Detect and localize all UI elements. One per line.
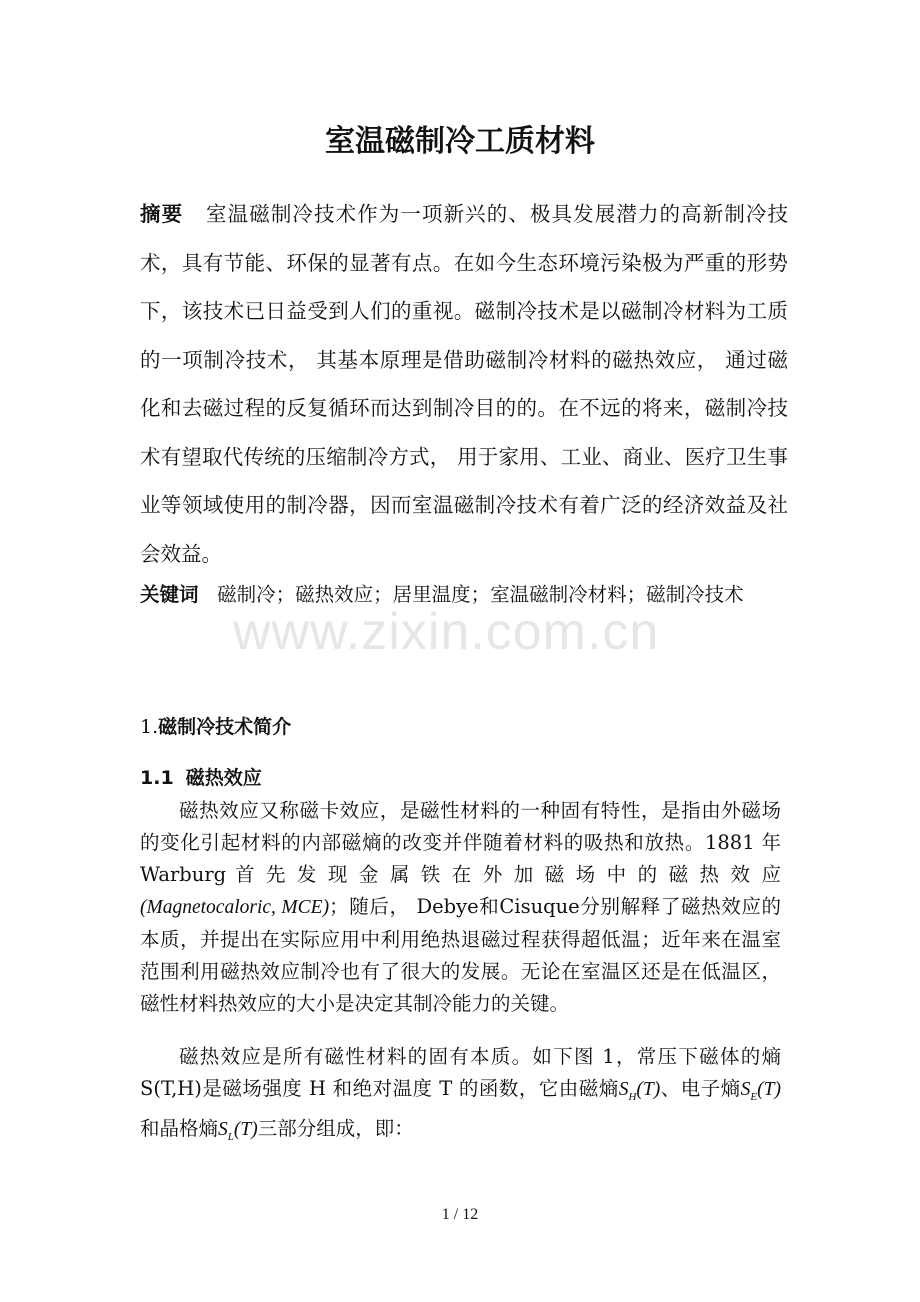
electron-entropy-symbol: $S_E(T)$ [740, 1079, 781, 1103]
section-number: 1. [140, 716, 159, 738]
magnetic-entropy-symbol: $S_H(T)$ [618, 1079, 661, 1103]
abstract-text: 室温磁制冷技术作为一项新兴的、极具发展潜力的高新制冷技术，具有节能、环保的显著有点。在如今生态环境污染极为严重的形势下，该技术已日益受到人们的重视。磁制冷技术是以磁制冷材料为工质的一项制冷技术， 其基本原理是借助磁制冷材料的磁热效应， 通过磁化和去磁过程的反复循环而达到制冷目的的。在不远的将来，磁制冷技术有望取代传统的压缩制冷方式， 用于家用、工业、商业、医疗卫生事业等领域使用的制冷器，因而室温磁制冷技术有着广泛的经济效益及社会效益。 [140, 202, 789, 566]
subsection-heading-1-1 [140, 763, 262, 790]
subsection-number: 1.1 [140, 767, 174, 789]
section-title: 磁制冷技术简介 [158, 716, 292, 738]
section-heading-1 [140, 712, 291, 739]
body-paragraph-2 [140, 1041, 781, 1153]
para1-part2: ；随后， Debye和Cisuque分别解释了磁热效应的本质，并提出在实际应用中利用绝热退磁过程获得超低温；近年来在温室范围利用磁热效应制冷也有了很大的发展。无论在室温区还是在低温区，磁性材料热效应的大小是决定其制冷能力的关键。 [140, 895, 782, 1015]
keywords-text: 磁制冷；磁热效应；居里温度；室温磁制冷材料；磁制冷技术 [217, 583, 744, 606]
abstract-label: 摘要 [140, 202, 184, 226]
para2-part2: 、电子熵 [660, 1077, 741, 1100]
document-title: 室温磁制冷工质材料 [325, 124, 595, 159]
para2-part3: 和晶格熵 [140, 1116, 219, 1140]
page-number: 1 / 12 [441, 1206, 479, 1223]
watermark: www.zixin.com.cn [233, 603, 660, 661]
keywords-label: 关键词 [140, 583, 199, 606]
para2-part4: 三部分组成，即： [257, 1116, 414, 1140]
keywords-paragraph [140, 573, 788, 617]
lattice-entropy-symbol: $S_L(T)$ [218, 1118, 258, 1143]
para1-part1: 磁热效应又称磁卡效应，是磁性材料的一种固有特性，是指由外磁场的变化引起材料的内部磁熵的改变并伴随着材料的吸热和放热。1881 年 Warburg 首 先 发 现 金 属 铁 在 外 加 磁 场 中 的 磁 热 效 应 [140, 799, 781, 886]
body-paragraph-1 [140, 795, 781, 1020]
para2-part1: 磁热效应是所有磁性材料的固有本质。如下图 1，常压下磁体的熵 S(T,H)是磁场强度 H 和绝对温度 T 的函数，它由磁熵 [140, 1045, 781, 1100]
abstract-paragraph [140, 190, 788, 578]
subsection-title: 磁热效应 [185, 767, 262, 789]
para1-math: (Magnetocaloric, MCE) [140, 897, 330, 918]
